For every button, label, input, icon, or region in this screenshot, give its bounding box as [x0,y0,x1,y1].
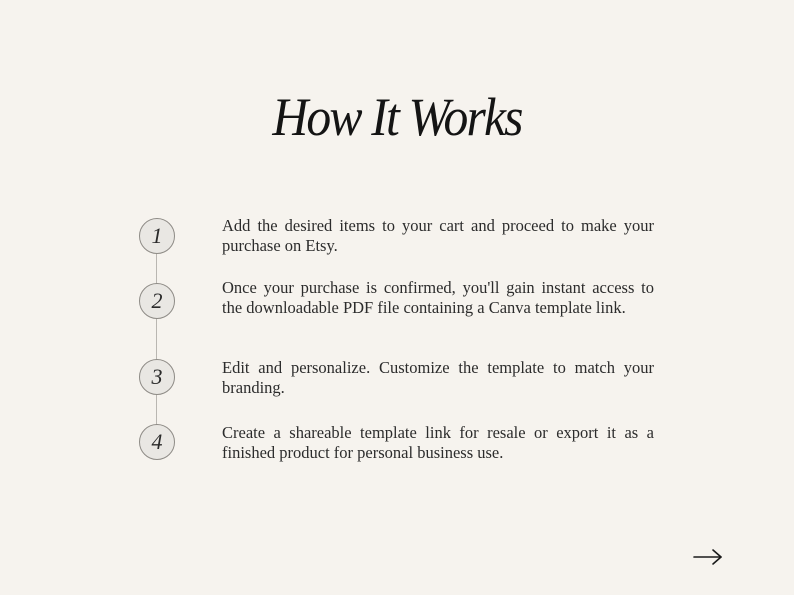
step-text-2: Once your purchase is confirmed, you'll gain instant access to the downloadable PDF file containing a Canva template link. [222,278,654,317]
step-text-4: Create a shareable template link for resale or export it as a finished product for personal business use. [222,423,654,462]
next-page-button[interactable] [692,545,724,569]
step-number-3: 3 [139,359,175,395]
step-text-3: Edit and personalize. Customize the template to match your branding. [222,358,654,397]
step-number-1: 1 [139,218,175,254]
page-title: How It Works [272,87,522,147]
step-number-2: 2 [139,283,175,319]
step-text-1: Add the desired items to your cart and proceed to make your purchase on Etsy. [222,216,654,255]
arrow-right-icon [692,545,724,569]
steps-connector-line [156,252,157,426]
step-number-4: 4 [139,424,175,460]
